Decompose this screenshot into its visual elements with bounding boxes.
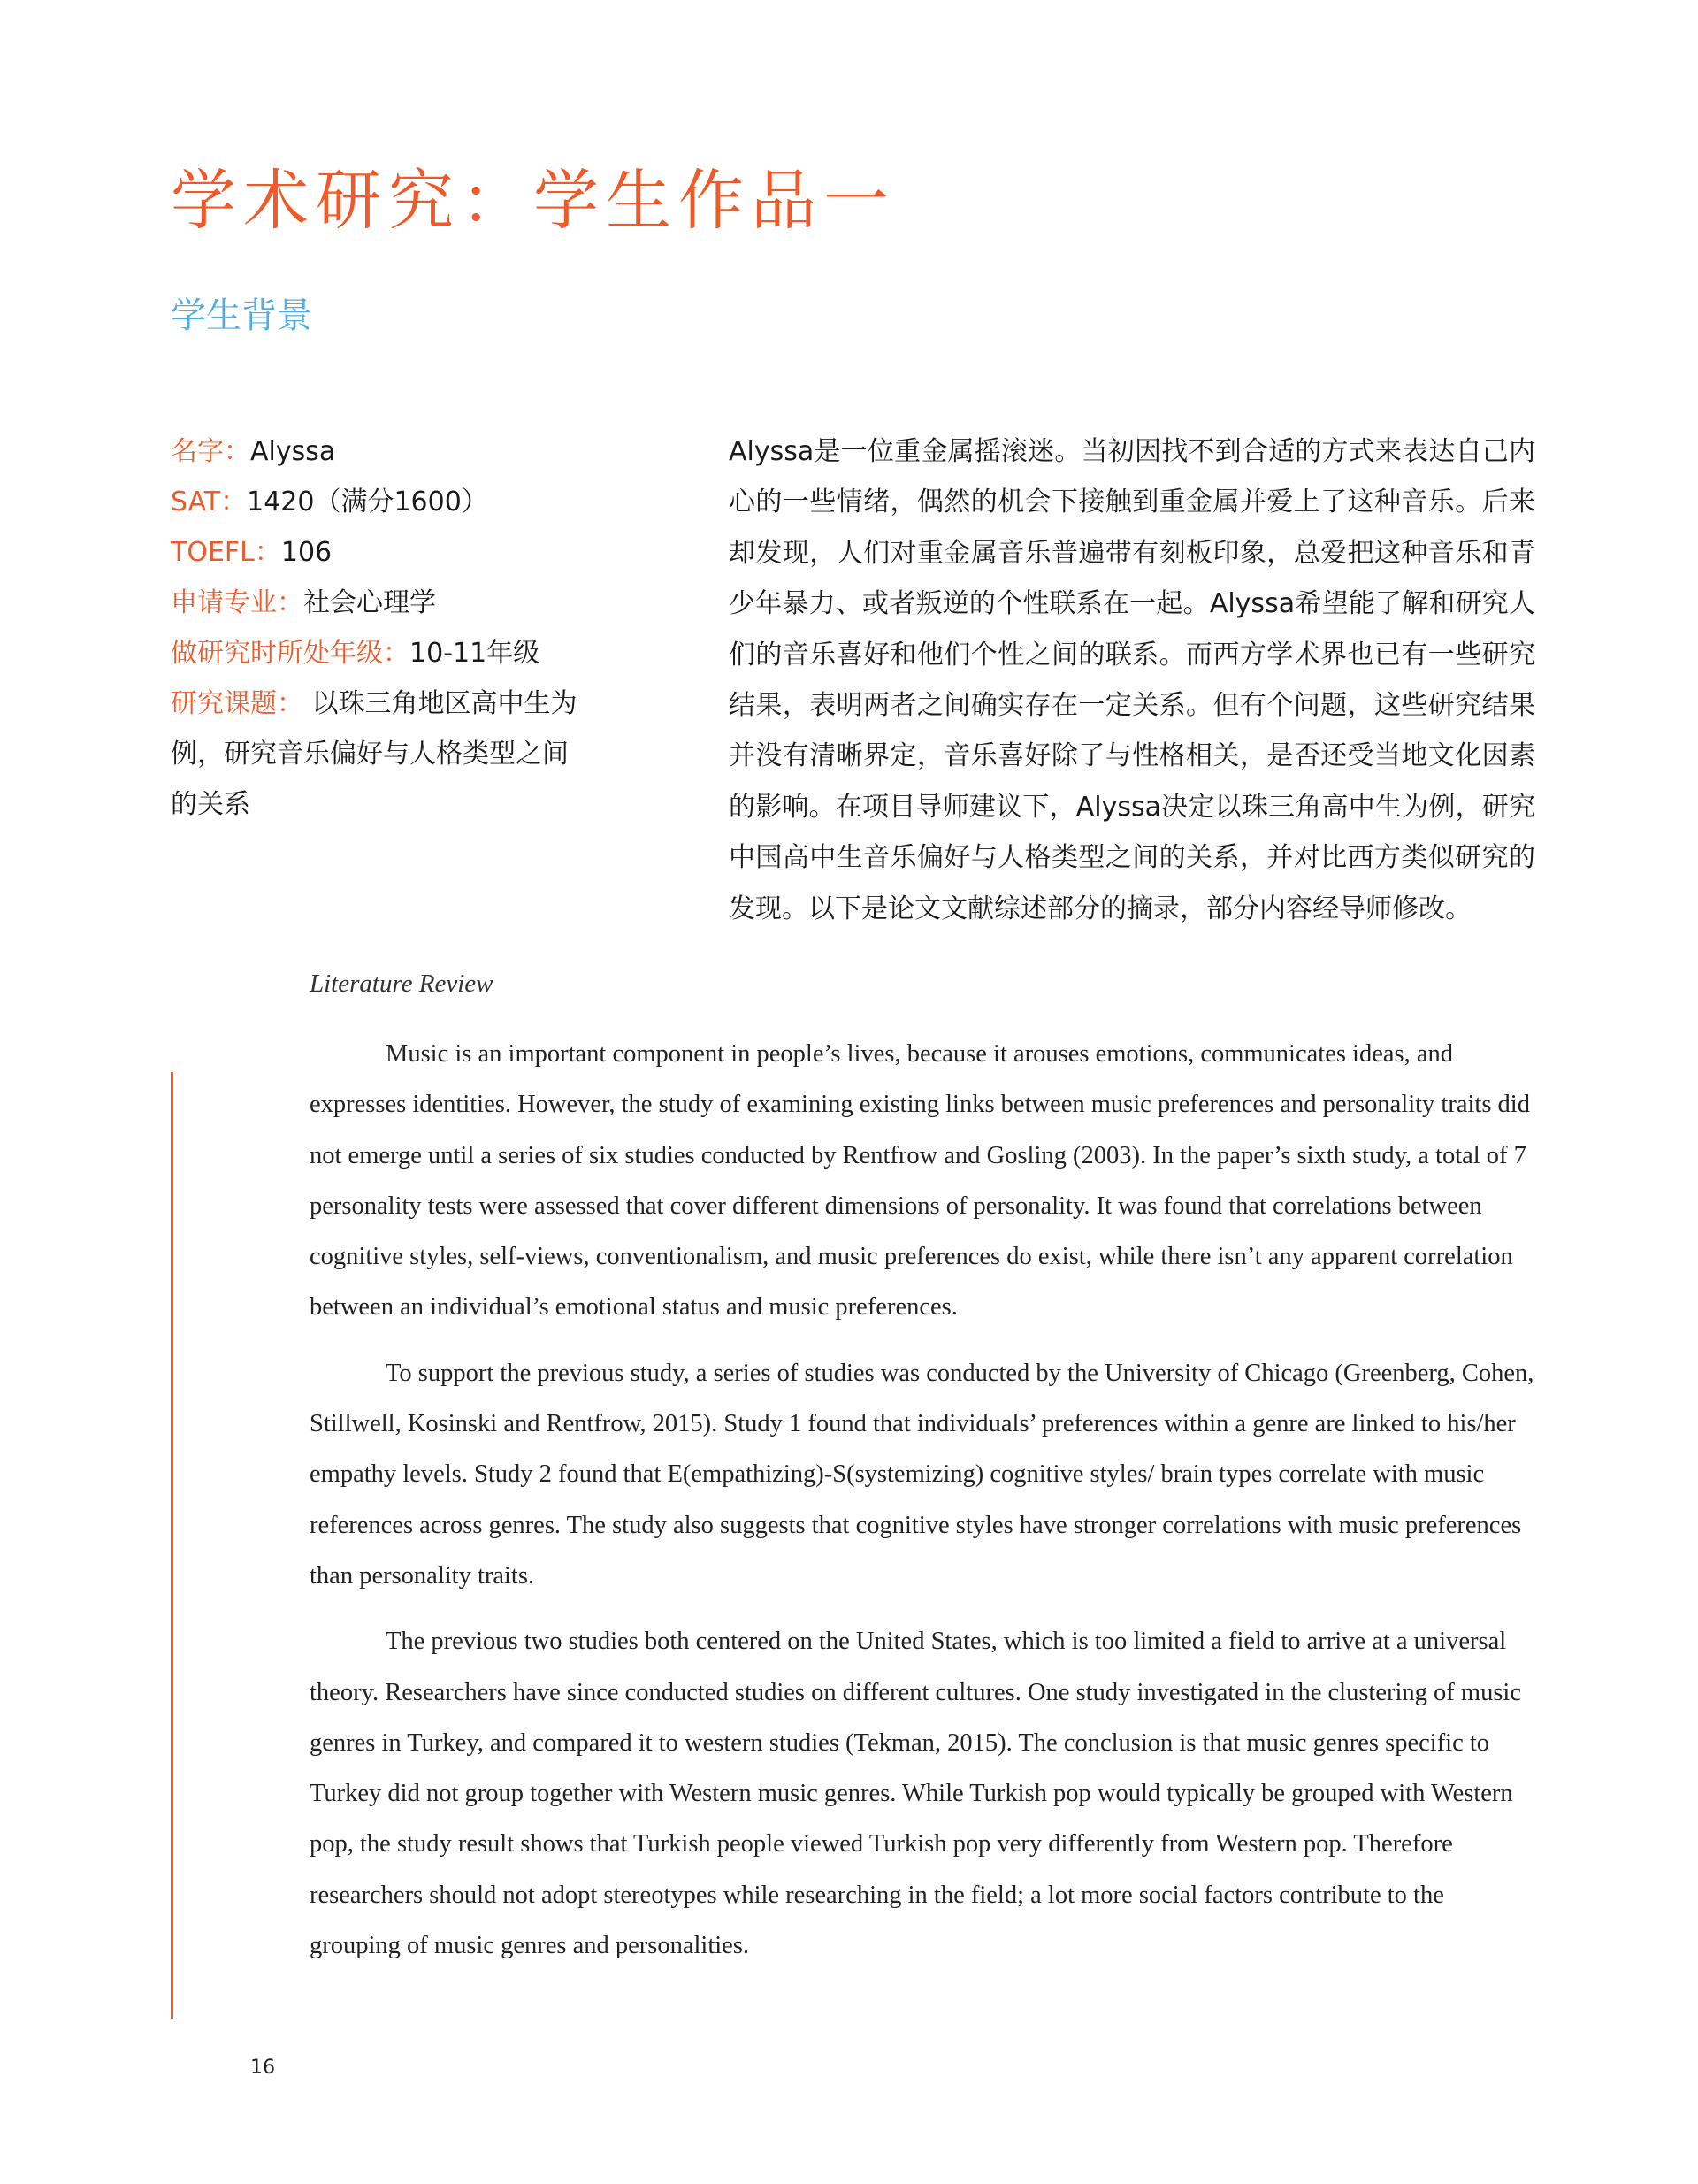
literature-review-body (310, 1029, 1539, 1986)
profile-value: 以珠三角地区高中生为例，研究音乐偏好与人格类型之间的关系 (171, 688, 577, 820)
profile-value: 106 (280, 537, 333, 568)
profile-value: 社会心理学 (303, 587, 436, 618)
page-number: 16 (250, 2057, 275, 2079)
profile-row-name (171, 426, 586, 477)
student-background-text: Alyssa是一位重金属摇滚迷。当初因找不到合适的方式来表达自己内心的一些情绪，偶然的机会下接触到重金属并爱上了这种音乐。后来却发现，人们对重金属音乐普遍带有刻板印象，总爱把这种音乐和青少年暴力、或者叛逆的个性联系在一起。Alyssa希望能了解和研究人们的音乐喜好和他们个性之间的联系。而西方学术界也已有一些研究结果，表明两者之间确实存在一定关系。但有个问题，这些研究结果并没有清晰界定，音乐喜好除了与性格相关，是否还受当地文化因素的影响。在项目导师建议下，Alyssa决定以珠三角高中生为例，研究中国高中生音乐偏好与人格类型之间的关系，并对比西方类似研究的发现。以下是论文文献综述部分的摘录，部分内容经导师修改。 (729, 436, 1535, 924)
literature-paragraph: The previous two studies both centered on the United States, which is too limited a field to arrive at a universal theory. Researchers have since conducted studies on different cultures. One study investigated in the clustering of music genres in Turkey, and compared it to western studies (Tekman, 2015). The conclusion is that music genres specific to Turkey did not group together with Western music genres. While Turkish pop would typically be grouped with Western pop, the study result shows that Turkish people viewed Turkish pop very differently from Western pop. Therefore researchers should not adopt stereotypes while researching in the field; a lot more social factors contribute to the grouping of music genres and personalities. (310, 1628, 1521, 1960)
profile-row-major (171, 578, 586, 628)
profile-row-topic (171, 678, 586, 830)
profile-value: 10-11年级 (409, 638, 540, 669)
profile-label: 做研究时所处年级： (171, 638, 409, 669)
profile-value: 1420（满分1600） (247, 487, 488, 517)
student-profile (171, 426, 586, 830)
profile-value: Alyssa (250, 436, 336, 467)
profile-row-grade (171, 628, 586, 678)
literature-review-title: Literature Review (310, 969, 493, 998)
profile-label: 名字： (171, 436, 250, 467)
profile-row-toefl (171, 527, 586, 578)
profile-label: SAT： (171, 487, 248, 517)
section-heading-student-background: 学生背景 (171, 295, 312, 336)
profile-label: 研究课题： (171, 688, 303, 719)
profile-label: TOEFL： (171, 537, 281, 568)
literature-paragraph: Music is an important component in people’s lives, because it arouses emotions, communicates ideas, and expresses identities. However, the study of examining existing links between music preferences and personality traits did not emerge until a series of six studies conducted by Rentfrow and Gosling (2003). In the paper’s sixth study, a total of 7 personality tests were assessed that cover different dimensions of personality. It was found that correlations between cognitive styles, self-views, conventionalism, and music preferences do exist, while there isn’t any apparent correlation between an individual’s emotional status and music preferences. (310, 1040, 1530, 1322)
literature-paragraph: To support the previous study, a series of studies was conducted by the University of Chicago (Greenberg, Cohen, Stillwell, Kosinski and Rentfrow, 2015). Study 1 found that individuals’ preferences within a genre are linked to his/her empathy levels. Study 2 found that E(empathizing)-S(systemizing) cognitive styles/ brain types correlate with music references across genres. The study also suggests that cognitive styles have stronger correlations with music preferences than personality traits. (310, 1359, 1534, 1590)
profile-label: 申请专业： (171, 587, 303, 618)
profile-row-sat (171, 477, 586, 527)
accent-rule (171, 1072, 173, 2019)
page-title: 学术研究：学生作品一 (171, 163, 896, 239)
